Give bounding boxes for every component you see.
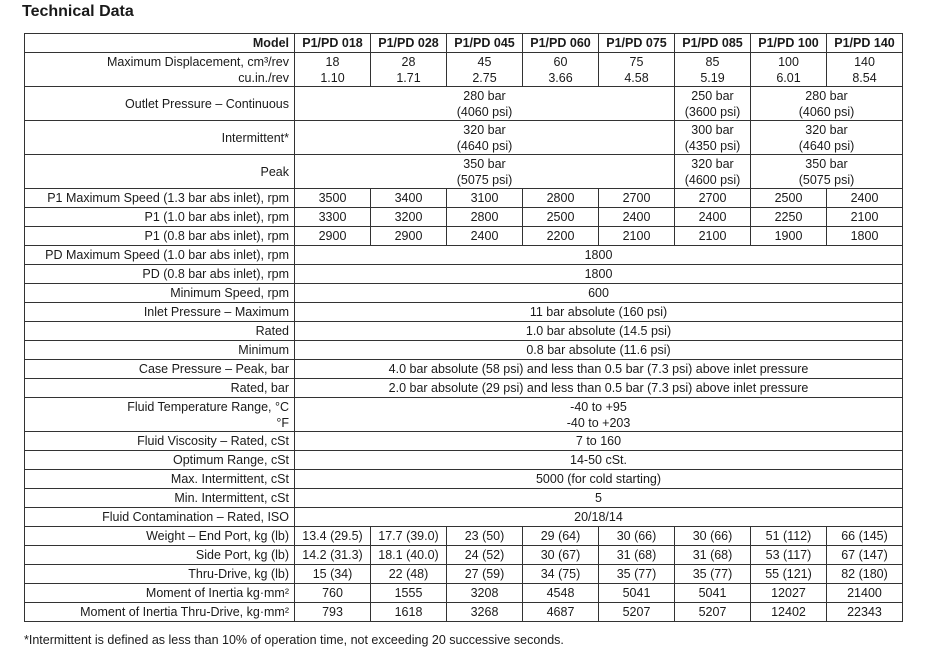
table-cell: 12402: [751, 603, 827, 622]
table-cell: 12027: [751, 584, 827, 603]
table-cell: 23 (50): [447, 527, 523, 546]
cell-line: 350 bar: [805, 156, 848, 171]
cell-line: (4060 psi): [798, 104, 855, 119]
table-cell: [447, 53, 523, 87]
cell-line: 100: [778, 54, 799, 69]
table-cell: 3100: [447, 189, 523, 208]
cell-line: 4.58: [624, 70, 649, 85]
table-cell: 4548: [523, 584, 599, 603]
table-cell: 2800: [523, 189, 599, 208]
table-cell: [751, 155, 903, 189]
table-cell: [827, 53, 903, 87]
table-row: [25, 303, 903, 322]
cell-line: 3.66: [548, 70, 573, 85]
row-label: Moment of Inertia kg·mm²: [25, 584, 295, 603]
row-label: P1 Maximum Speed (1.3 bar abs inlet), rpm: [25, 189, 295, 208]
table-row: [25, 121, 903, 155]
row-label: Weight – End Port, kg (lb): [25, 527, 295, 546]
table-row: [25, 508, 903, 527]
model-header: P1/PD 075: [599, 34, 675, 53]
table-cell: 793: [295, 603, 371, 622]
cell-line: Fluid Temperature Range, °C: [127, 399, 289, 414]
row-label: Inlet Pressure – Maximum: [25, 303, 295, 322]
table-cell: [675, 155, 751, 189]
footnote: *Intermittent is defined as less than 10% of operation time, not exceeding 20 successive seconds.: [24, 633, 564, 647]
model-label: Model: [25, 34, 295, 53]
cell-line: 28: [401, 54, 416, 69]
table-cell: 51 (112): [751, 527, 827, 546]
cell-line: (3600 psi): [684, 104, 741, 119]
table-cell: 18.1 (40.0): [371, 546, 447, 565]
row-label: Case Pressure – Peak, bar: [25, 360, 295, 379]
table-cell: 31 (68): [675, 546, 751, 565]
table-row: [25, 565, 903, 584]
table-cell: 17.7 (39.0): [371, 527, 447, 546]
cell-line: 280 bar: [463, 88, 506, 103]
table-cell: 22 (48): [371, 565, 447, 584]
cell-line: (4350 psi): [684, 138, 741, 153]
table-cell: 22343: [827, 603, 903, 622]
table-cell: 15 (34): [295, 565, 371, 584]
table-cell: 21400: [827, 584, 903, 603]
table-cell: 30 (66): [599, 527, 675, 546]
table-row: [25, 470, 903, 489]
model-header: P1/PD 060: [523, 34, 599, 53]
table-cell: 11 bar absolute (160 psi): [295, 303, 903, 322]
table-row: [25, 546, 903, 565]
cell-line: 2.75: [472, 70, 497, 85]
cell-line: 320 bar: [691, 156, 734, 171]
row-label: Outlet Pressure – Continuous: [25, 87, 295, 121]
cell-line: 85: [705, 54, 720, 69]
table-cell: 2400: [447, 227, 523, 246]
row-label: Rated: [25, 322, 295, 341]
table-cell: 1618: [371, 603, 447, 622]
cell-line: -40 to +203: [566, 415, 631, 430]
table-cell: 7 to 160: [295, 432, 903, 451]
table-cell: 67 (147): [827, 546, 903, 565]
table-cell: [675, 87, 751, 121]
cell-line: 60: [553, 54, 568, 69]
table-cell: 30 (66): [675, 527, 751, 546]
table-cell: 13.4 (29.5): [295, 527, 371, 546]
table-row: [25, 451, 903, 470]
table-row: [25, 53, 903, 87]
table-cell: 2500: [523, 208, 599, 227]
table-row: [25, 208, 903, 227]
cell-line: 280 bar: [805, 88, 848, 103]
table-cell: 2100: [599, 227, 675, 246]
table-cell: 5041: [675, 584, 751, 603]
table-cell: 35 (77): [599, 565, 675, 584]
table-cell: 2700: [675, 189, 751, 208]
model-header: P1/PD 100: [751, 34, 827, 53]
table-cell: 31 (68): [599, 546, 675, 565]
table-cell: 2250: [751, 208, 827, 227]
cell-line: 45: [477, 54, 492, 69]
model-header: P1/PD 085: [675, 34, 751, 53]
table-row: [25, 155, 903, 189]
model-header: P1/PD 045: [447, 34, 523, 53]
table-row: [25, 227, 903, 246]
table-row: [25, 284, 903, 303]
table-row: [25, 265, 903, 284]
technical-data-table: [24, 33, 903, 622]
row-label: PD Maximum Speed (1.0 bar abs inlet), rpm: [25, 246, 295, 265]
table-cell: 1900: [751, 227, 827, 246]
table-cell: 0.8 bar absolute (11.6 psi): [295, 341, 903, 360]
cell-line: 8.54: [852, 70, 877, 85]
table-row: [25, 189, 903, 208]
cell-line: 5.19: [700, 70, 725, 85]
row-label: Fluid Contamination – Rated, ISO: [25, 508, 295, 527]
table-cell: 3200: [371, 208, 447, 227]
cell-line: °F: [276, 415, 289, 430]
table-cell: [371, 53, 447, 87]
row-label: Rated, bar: [25, 379, 295, 398]
table-row: [25, 379, 903, 398]
table-cell: [523, 53, 599, 87]
table-cell: 35 (77): [675, 565, 751, 584]
table-cell: 2500: [751, 189, 827, 208]
table-cell: 24 (52): [447, 546, 523, 565]
table-cell: 1.0 bar absolute (14.5 psi): [295, 322, 903, 341]
cell-line: 75: [629, 54, 644, 69]
row-label: Optimum Range, cSt: [25, 451, 295, 470]
table-cell: 1800: [295, 246, 903, 265]
table-cell: 2700: [599, 189, 675, 208]
cell-line: 140: [854, 54, 875, 69]
row-label: Side Port, kg (lb): [25, 546, 295, 565]
table-cell: [599, 53, 675, 87]
cell-line: 1.10: [320, 70, 345, 85]
table-cell: 1800: [295, 265, 903, 284]
cell-line: (4640 psi): [798, 138, 855, 153]
cell-line: cu.in./rev: [238, 70, 289, 85]
cell-line: (5075 psi): [798, 172, 855, 187]
row-label: Minimum Speed, rpm: [25, 284, 295, 303]
table-cell: 2900: [295, 227, 371, 246]
table-cell: 2400: [599, 208, 675, 227]
row-label: [25, 53, 295, 87]
table-cell: 5: [295, 489, 903, 508]
table-cell: [295, 53, 371, 87]
row-label: [25, 398, 295, 432]
table-cell: 3500: [295, 189, 371, 208]
table-row: [25, 398, 903, 432]
table-cell: 1800: [827, 227, 903, 246]
table-row: [25, 360, 903, 379]
table-row: [25, 527, 903, 546]
table-cell: 600: [295, 284, 903, 303]
table-row: [25, 87, 903, 121]
table-cell: 4.0 bar absolute (58 psi) and less than 0.5 bar (7.3 psi) above inlet pressure: [295, 360, 903, 379]
table-cell: 2400: [675, 208, 751, 227]
row-label: Moment of Inertia Thru-Drive, kg·mm²: [25, 603, 295, 622]
table-cell: 3208: [447, 584, 523, 603]
cell-line: 1.71: [396, 70, 421, 85]
table-cell: [751, 53, 827, 87]
row-label: Max. Intermittent, cSt: [25, 470, 295, 489]
table-cell: 760: [295, 584, 371, 603]
table-cell: 4687: [523, 603, 599, 622]
cell-line: 18: [325, 54, 340, 69]
table-cell: 3268: [447, 603, 523, 622]
table-cell: [295, 121, 675, 155]
table-cell: 2400: [827, 189, 903, 208]
table-cell: 3300: [295, 208, 371, 227]
table-row: [25, 603, 903, 622]
table-cell: 53 (117): [751, 546, 827, 565]
table-cell: 30 (67): [523, 546, 599, 565]
table-cell: 2100: [827, 208, 903, 227]
cell-line: -40 to +95: [570, 399, 627, 414]
table-cell: 14.2 (31.3): [295, 546, 371, 565]
table-cell: [295, 87, 675, 121]
model-header: P1/PD 028: [371, 34, 447, 53]
page-title: Technical Data: [22, 3, 134, 20]
row-label: P1 (1.0 bar abs inlet), rpm: [25, 208, 295, 227]
table-cell: 34 (75): [523, 565, 599, 584]
table-cell: 5207: [675, 603, 751, 622]
cell-line: (4060 psi): [456, 104, 513, 119]
table-cell: 55 (121): [751, 565, 827, 584]
table-row: [25, 322, 903, 341]
table-cell: 2900: [371, 227, 447, 246]
table-cell: 82 (180): [827, 565, 903, 584]
cell-line: 6.01: [776, 70, 801, 85]
model-header: P1/PD 140: [827, 34, 903, 53]
table-row: [25, 341, 903, 360]
cell-line: Maximum Displacement, cm³/rev: [107, 54, 289, 69]
table-cell: 20/18/14: [295, 508, 903, 527]
table-cell: 5000 (for cold starting): [295, 470, 903, 489]
row-label: Fluid Viscosity – Rated, cSt: [25, 432, 295, 451]
table-cell: 2800: [447, 208, 523, 227]
table-cell: 3400: [371, 189, 447, 208]
cell-line: 320 bar: [463, 122, 506, 137]
table-cell: [751, 87, 903, 121]
cell-line: (4640 psi): [456, 138, 513, 153]
row-label: Thru-Drive, kg (lb): [25, 565, 295, 584]
table-cell: 2100: [675, 227, 751, 246]
table-cell: 66 (145): [827, 527, 903, 546]
table-cell: 1555: [371, 584, 447, 603]
table-cell: 14-50 cSt.: [295, 451, 903, 470]
cell-line: (4600 psi): [684, 172, 741, 187]
table-row: [25, 34, 903, 53]
row-label: Peak: [25, 155, 295, 189]
table-cell: [675, 53, 751, 87]
row-label: Intermittent*: [25, 121, 295, 155]
table-cell: 29 (64): [523, 527, 599, 546]
table-row: [25, 432, 903, 451]
row-label: Min. Intermittent, cSt: [25, 489, 295, 508]
table-row: [25, 246, 903, 265]
table-cell: [675, 121, 751, 155]
row-label: P1 (0.8 bar abs inlet), rpm: [25, 227, 295, 246]
table-cell: 2.0 bar absolute (29 psi) and less than 0.5 bar (7.3 psi) above inlet pressure: [295, 379, 903, 398]
cell-line: 250 bar: [691, 88, 734, 103]
cell-line: 300 bar: [691, 122, 734, 137]
cell-line: (5075 psi): [456, 172, 513, 187]
table-cell: [295, 398, 903, 432]
model-header: P1/PD 018: [295, 34, 371, 53]
table-cell: 5041: [599, 584, 675, 603]
table-cell: 5207: [599, 603, 675, 622]
row-label: Minimum: [25, 341, 295, 360]
table-cell: [295, 155, 675, 189]
cell-line: 320 bar: [805, 122, 848, 137]
table-cell: 2200: [523, 227, 599, 246]
table-cell: 27 (59): [447, 565, 523, 584]
table-cell: [751, 121, 903, 155]
cell-line: 350 bar: [463, 156, 506, 171]
table-row: [25, 584, 903, 603]
row-label: PD (0.8 bar abs inlet), rpm: [25, 265, 295, 284]
table-row: [25, 489, 903, 508]
